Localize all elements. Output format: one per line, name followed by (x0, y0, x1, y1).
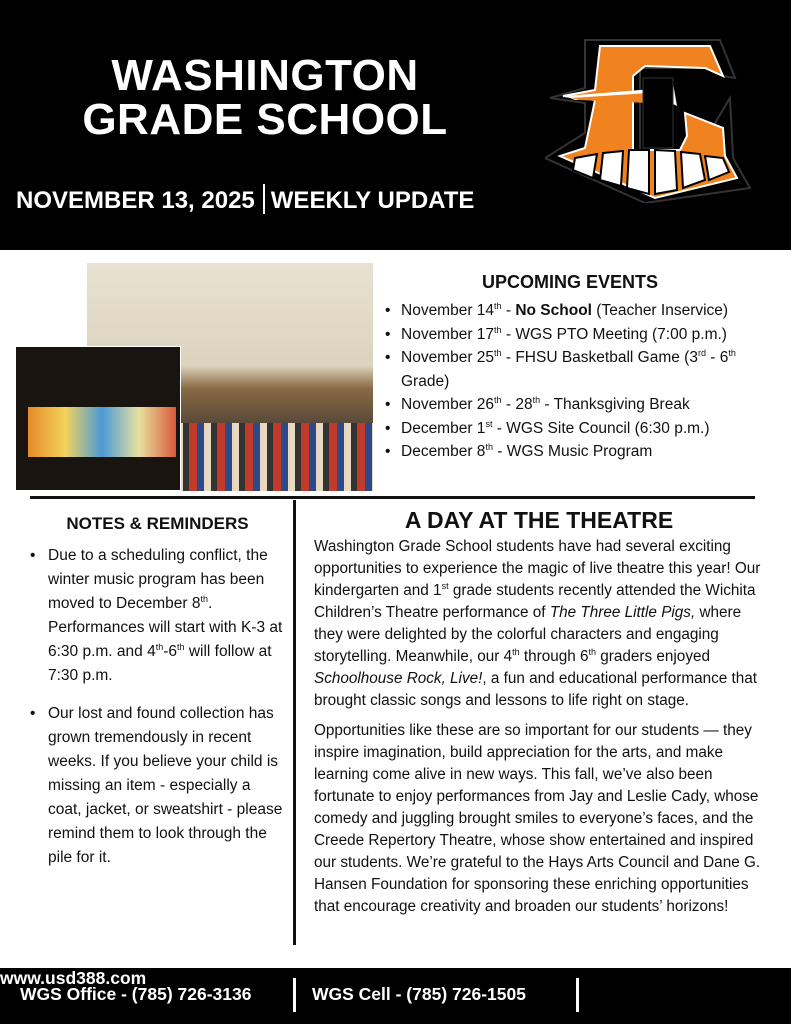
text-run: through 6 (519, 648, 589, 665)
text-run: (Teacher Inservice) (591, 302, 729, 319)
text-run: st (485, 418, 493, 429)
office-phone: WGS Office - (785) 726-3136 (20, 984, 252, 1004)
vertical-divider (293, 500, 296, 945)
text-run: - FHSU Basketball Game (3 (501, 349, 698, 366)
event-item (385, 346, 785, 393)
text-run: Our lost and found collection has grown tremendously in recent weeks. If you believe your child is missing an item - especially a coat, jacket, or sweatshirt - please remind them to look through the pile for it. (48, 705, 283, 866)
article-body (314, 536, 774, 918)
text-run: . Performances will start with K-3 at 6:30 p.m. and 4 (48, 595, 283, 660)
theatre-photos (15, 263, 373, 491)
text-run: th (155, 642, 164, 652)
text-run: th (512, 647, 520, 657)
text-run: Due to a scheduling conflict, the winter music program has been moved to December 8 (48, 547, 268, 612)
event-item (385, 299, 785, 323)
text-run: The Three Little Pigs, (549, 604, 696, 621)
event-item (385, 393, 785, 417)
text-run: th (485, 442, 493, 452)
event-item (385, 417, 785, 441)
school-name-line2: GRADE SCHOOL (82, 95, 448, 144)
text-run: will follow at 7:30 p.m. (48, 643, 272, 684)
text-run: th (494, 324, 502, 335)
text-run: November 25 (401, 349, 495, 366)
text-run: th (200, 594, 209, 604)
horizontal-divider (30, 496, 755, 499)
text-run: th (728, 348, 736, 358)
text-run: - Thanksgiving Break (540, 396, 690, 413)
text-run: graders enjoyed (596, 648, 710, 665)
text-run: , a fun and educational performance that brought classic songs and lessons to life right on stage. (314, 670, 758, 709)
text-run: Schoolhouse Rock, Live! (314, 670, 483, 687)
text-run: where they were delighted by the colorful characters and engaging storytelling. Meanwhile, our 4 (314, 604, 742, 665)
article-paragraph (314, 720, 774, 918)
text-run: Grade) (401, 372, 450, 390)
event-item (385, 323, 785, 347)
notes-list (30, 544, 285, 870)
notes-heading: NOTES & REMINDERS (66, 514, 249, 533)
text-run: -6 (163, 643, 178, 660)
school-name-line1: WASHINGTON (111, 51, 419, 100)
divider (263, 184, 265, 214)
text-run: grade students recently attended the Wichita Children’s Theatre performance of (314, 582, 756, 621)
text-run: - WGS PTO Meeting (7:00 p.m.) (501, 325, 727, 343)
stage-performance-photo (15, 346, 181, 491)
events-list (385, 299, 785, 464)
website-link[interactable]: www.usd388.com (0, 968, 147, 988)
theatre-article (314, 506, 774, 926)
text-run: th (494, 395, 502, 405)
event-item (385, 440, 785, 464)
text-run: December 8 (401, 443, 486, 460)
events-heading: UPCOMING EVENTS (481, 272, 659, 292)
date-line (16, 184, 474, 215)
divider (576, 978, 579, 1012)
text-run: - 28 (501, 396, 533, 413)
header (0, 0, 791, 250)
text-run: November 14 (401, 302, 495, 319)
issue-subtitle: WEEKLY UPDATE (270, 187, 475, 214)
text-run: th (177, 642, 185, 652)
text-run: Opportunities like these are so important for our students — they inspire imagination, build appreciation for the arts, and make learning come alive in new ways. This fall, we’ve also been fortunate to enjoy performances from Jay and Leslie Cady, whose comedy and juggling brought smiles to everyone’s faces, and the Creede Repertory Theatre, whose show entertained and inspired our students. We’re grateful to the Hays Arts Council and Dane G. Hansen Foundation for sponsoring these enriching opportunities that encourage creativity and broaden our students’ horizons! (314, 722, 761, 915)
article-heading: A DAY AT THE THEATRE (404, 507, 674, 533)
text-run: th (588, 647, 597, 657)
upcoming-events (385, 272, 785, 464)
text-run: December 1 (401, 419, 486, 437)
text-run: st (441, 581, 449, 591)
note-item (30, 544, 285, 688)
article-paragraph (314, 536, 774, 712)
text-run: rd (697, 348, 706, 358)
divider (293, 978, 296, 1012)
text-run: No School (515, 302, 592, 319)
text-run: - 6 (705, 349, 729, 366)
text-run: November 26 (401, 396, 495, 413)
note-item (30, 702, 285, 870)
text-run: - (501, 302, 516, 319)
school-logo-icon (545, 38, 755, 203)
notes-reminders (30, 514, 285, 884)
text-run: - WGS Site Council (6:30 p.m.) (492, 419, 710, 437)
text-run: Washington Grade School students have had several exciting opportunities to experience the magic of live theatre this year! Our kindergarten and 1 (314, 538, 761, 599)
cell-phone: WGS Cell - (785) 726-1505 (312, 984, 526, 1004)
issue-date: NOVEMBER 13, 2025 (16, 187, 255, 214)
text-run: - WGS Music Program (492, 443, 653, 460)
text-run: th (494, 301, 502, 311)
text-run: th (532, 395, 541, 405)
footer (0, 968, 791, 1024)
text-run: November 17 (401, 325, 495, 343)
text-run: th (494, 348, 502, 358)
